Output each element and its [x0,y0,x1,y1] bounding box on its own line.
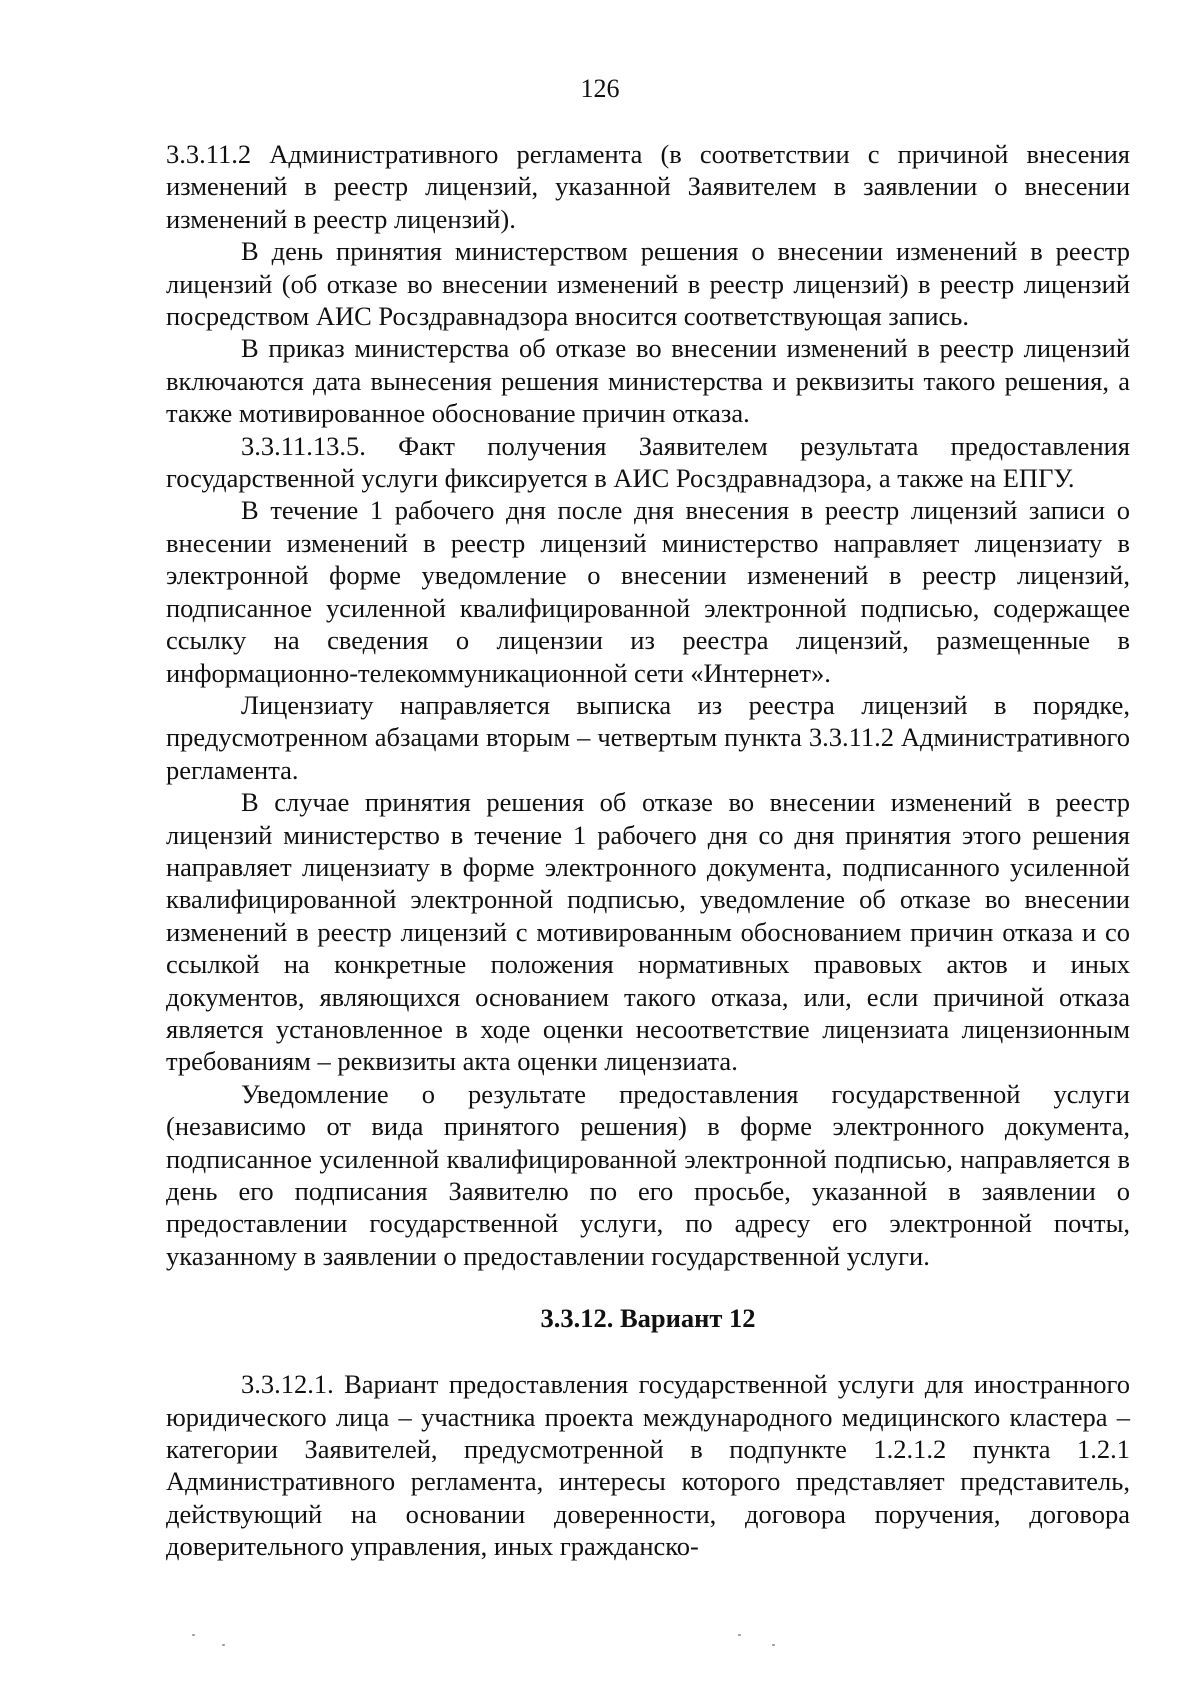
paragraph: Уведомление о результате предоставления государственной услуги (независимо от вида принятого решения) в форме электронного документа, подписанное усиленной квалифицированной электронной подписью, направляется в день его подписания Заявителю по его просьбе, указанной в заявлении о предоставлении государственной услуги, по адресу его электронной почты, указанному в заявлении о предоставлении государственной услуги. [166,1078,1130,1271]
paragraph: В течение 1 рабочего дня после дня внесения в реестр лицензий записи о внесении изменений в реестр лицензий министерство направляет лицензиату в электронной форме уведомление о внесении изменений в реестр лицензий, подписанное усиленной квалифицированной электронной подписью, содержащее ссылку на сведения о лицензии из реестра лицензий, размещенные в информационно-телекоммуникационной сети «Интернет». [166,495,1130,688]
scan-speck [222,1644,225,1646]
paragraph: В приказ министерства об отказе во внесении изменений в реестр лицензий включаются дата вынесения решения министерства и реквизиты такого решения, а также мотивированное обоснование причин отказа. [166,333,1130,429]
scan-speck [772,1644,775,1646]
paragraph: В день принятия министерством решения о внесении изменений в реестр лицензий (об отказе во внесении изменений в реестр лицензий) в реестр лицензий посредством АИС Росздравнадзора вносится соответствующая запись. [166,236,1130,332]
page-number: 126 [580,74,620,103]
document-body [166,138,1130,1563]
paragraph: 3.3.12.1. Вариант предоставления государственной услуги для иностранного юридического лица – участника проекта международного медицинского кластера – категории Заявителей, предусмотренной в подпункте 1.2.1.2 пункта 1.2.1 Административного регламента, интересы которого представляет представитель, действующий на основании доверенности, договора поручения, договора доверительного управления, иных гражданско- [166,1369,1130,1562]
paragraph-continuation: 3.3.11.2 Административного регламента (в соответствии с причиной внесения изменений в реестр лицензий, указанной Заявителем в заявлении о внесении изменений в реестр лицензий). [166,139,1130,234]
paragraph: Лицензиату направляется выписка из реестра лицензий в порядке, предусмотренном абзацами вторым – четвертым пункта 3.3.11.2 Административного регламента. [166,689,1130,785]
scan-speck [738,1634,741,1636]
paragraph: 3.3.11.13.5. Факт получения Заявителем результата предоставления государственной услуги фиксируется в АИС Росздравнадзора, а также на ЕПГУ. [166,430,1130,494]
scan-speck [192,1634,195,1636]
section-heading: 3.3.12. Вариант 12 [540,1303,756,1334]
paragraph: В случае принятия решения об отказе во внесении изменений в реестр лицензий министерство в течение 1 рабочего дня со дня принятия этого решения направляет лицензиату в форме электронного документа, подписанного усиленной квалифицированной электронной подписью, уведомление об отказе во внесении изменений в реестр лицензий с мотивированным обоснованием причин отказа и со ссылкой на конкретные положения нормативных правовых актов и иных документов, являющихся основанием такого отказа, или, если причиной отказа является установленное в ходе оценки несоответствие лицензиата лицензионным требованиям – реквизиты акта оценки лицензиата. [166,787,1130,1077]
